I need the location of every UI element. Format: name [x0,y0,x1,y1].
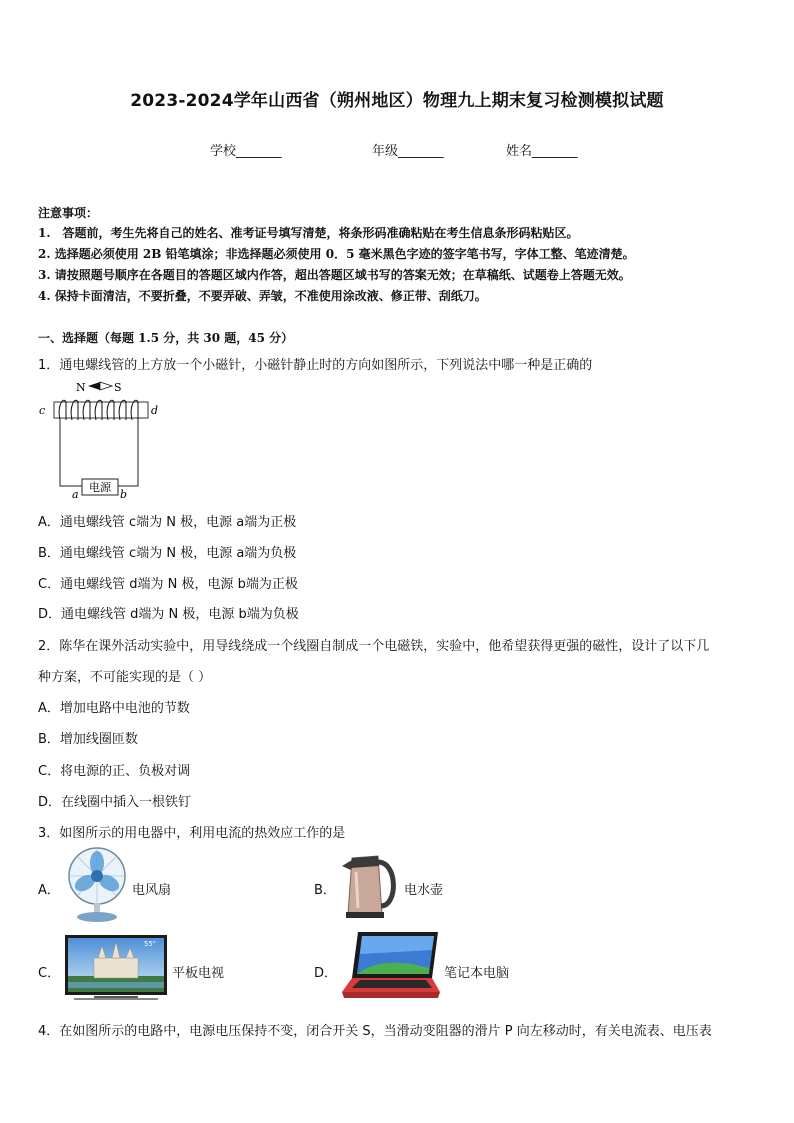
q2-option-a: A．增加电路中电池的节数 [38,701,190,716]
needle-n-label: N [76,381,86,394]
note-item-1: 1. 答题前，考生先将自己的姓名、准考证号填写清楚，将条形码准确粘贴在考生信息条形码粘贴区。 [38,226,579,240]
section-heading: 一、选择题（每题 1.5 分，共 30 题，45 分） [38,331,294,345]
question-2-stem-line2: 种方案，不可能实现的是（ ） [38,670,212,685]
q3-option-d-letter: D． [314,966,338,981]
electric-kettle-icon [338,848,402,922]
source-b-label: b [120,488,128,500]
school-field: 学校_______ [210,144,282,159]
note-item-3: 3. 请按照题号顺序在各题目的答题区域内作答，超出答题区域书写的答案无效；在草稿纸、试题卷上答题无效。 [38,268,631,282]
q1-option-d: D．通电螺线管 d端为 N 极，电源 b端为负极 [38,607,299,622]
flat-panel-tv-icon [64,934,168,1004]
q2-option-d: D．在线圈中插入一根铁钉 [38,795,192,810]
q2-option-b: B．增加线圈匝数 [38,732,138,747]
solenoid-coils [59,400,138,420]
q3-option-b-letter: B． [314,883,336,898]
question-1-stem: 1．通电螺线管的上方放一个小磁针，小磁针静止时的方向如图所示，下列说法中哪一种是正确的 [38,358,593,373]
solenoid-d-label: d [151,404,159,417]
question-2-stem-line1: 2．陈华在课外活动实验中，用导线绕成一个线圈自制成一个电磁铁，实验中，他希望获得更强的磁性，设计了以下几 [38,639,710,654]
note-item-2: 2. 选择题必须使用 2B 铅笔填涂；非选择题必须使用 0．5 毫米黑色字迹的签字笔书写，字体工整、笔迹清楚。 [38,247,635,261]
solenoid-c-label: c [39,404,46,417]
q3-option-a-label: 电风扇 [132,883,172,898]
compass-needle-north [88,382,100,390]
source-a-label: a [72,488,79,500]
note-item-4: 4. 保持卡面清洁，不要折叠，不要弄破、弄皱，不准使用涂改液、修正带、刮纸刀。 [38,289,487,303]
name-field: 姓名_______ [506,144,578,159]
q3-option-c-letter: C． [38,966,61,981]
grade-field: 年级_______ [372,144,444,159]
q1-option-b: B．通电螺线管 c端为 N 极，电源 a端为负极 [38,546,297,561]
q3-option-d-label: 笔记本电脑 [444,966,510,981]
q2-option-c: C．将电源的正、负极对调 [38,764,191,779]
solenoid-circuit-figure [36,376,164,500]
needle-s-label: S [114,381,122,394]
notes-heading: 注意事项： [38,206,99,220]
q3-option-b-label: 电水壶 [404,883,444,898]
solenoid-core [54,402,148,418]
power-source-label: 电源 [89,481,111,494]
question-3-stem: 3．如图所示的用电器中，利用电流的热效应工作的是 [38,826,346,841]
compass-needle-south [100,382,112,390]
question-4-stem: 4．在如图所示的电路中，电源电压保持不变，闭合开关 S，当滑动变阻器的滑片 P 向左移动时，有关电流表、电压表 [38,1024,712,1039]
laptop-icon [338,928,442,1006]
q3-option-c-label: 平板电视 [172,966,225,981]
page-title: 2023-2024学年山西省（朔州地区）物理九上期末复习检测模拟试题 [130,91,664,111]
circuit-wires [60,420,138,486]
tv-size-badge: 55" [143,940,156,948]
q1-option-c: C．通电螺线管 d端为 N 极，电源 b端为正极 [38,577,298,592]
q3-option-a-letter: A． [38,883,60,898]
q1-option-a: A．通电螺线管 c端为 N 极，电源 a端为正极 [38,515,297,530]
electric-fan-icon [64,846,130,924]
